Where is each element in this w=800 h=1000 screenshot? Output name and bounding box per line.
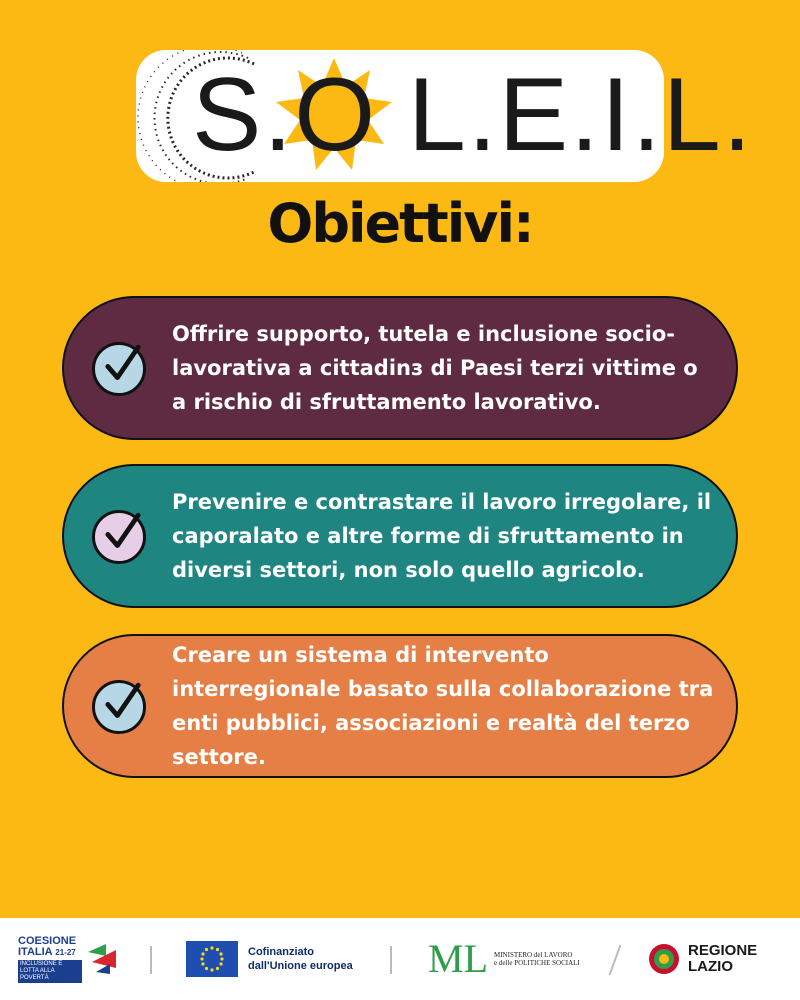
checkmark-icon — [103, 507, 143, 557]
footer-divider — [390, 946, 392, 974]
ministero-mark: ML — [428, 936, 488, 981]
funding-footer — [0, 918, 800, 1000]
coesione-italia-logo — [18, 918, 120, 1000]
ministero-line2: e delle POLITICHE SOCIALI — [494, 959, 580, 967]
objective-card-3 — [62, 634, 738, 778]
lazio-emblem-icon — [648, 943, 680, 975]
regione-lazio-logo — [648, 918, 757, 1000]
page-title: Obiettivi: — [267, 192, 533, 255]
objective-text-3: Creare un sistema di intervento interregionale basato sulla collaborazione tra enti pubblici, associazioni e realtà del terzo settore. — [172, 643, 714, 769]
footer-divider — [150, 946, 152, 974]
ministero-line1: MINISTERO del LAVORO — [494, 951, 573, 959]
check-circle-icon — [92, 680, 146, 734]
check-circle-icon — [92, 342, 146, 396]
logo-text: S.O L.E.I.L. — [192, 57, 754, 173]
eu-line1: Cofinanziato — [248, 946, 314, 958]
lazio-line2: LAZIO — [688, 958, 733, 975]
eu-line2: dall'Unione europea — [248, 960, 353, 972]
check-circle-icon — [92, 510, 146, 564]
coesione-years: 21-27 — [55, 947, 76, 957]
coesione-arrow-icon — [86, 942, 120, 976]
project-logo — [136, 50, 754, 182]
footer-divider — [609, 945, 622, 976]
objective-text-1: Offrire supporto, tutela e inclusione socio-lavorativa a cittadinз di Paesi terzi vittime o a rischio di sfruttamento lavorativo. — [172, 322, 698, 414]
lazio-line1: REGIONE — [688, 942, 758, 959]
objective-card-2 — [62, 464, 738, 608]
objective-text-2: Prevenire e contrastare il lavoro irregolare, il caporalato e altre forme di sfruttamento in diversi settori, non solo quello agricolo. — [172, 490, 712, 582]
eu-flag-icon — [186, 941, 238, 977]
coesione-line1: COESIONE — [18, 934, 77, 947]
coesione-italia-word: ITALIA — [18, 945, 53, 958]
objective-card-1 — [62, 296, 738, 440]
checkmark-icon — [103, 677, 143, 727]
ministero-logo — [428, 918, 584, 1000]
eu-logo — [186, 918, 353, 1000]
checkmark-icon — [103, 339, 143, 389]
coesione-sub: INCLUSIONE E LOTTA ALLA POVERTÀ — [18, 960, 82, 983]
coesione-line2 — [18, 947, 82, 958]
